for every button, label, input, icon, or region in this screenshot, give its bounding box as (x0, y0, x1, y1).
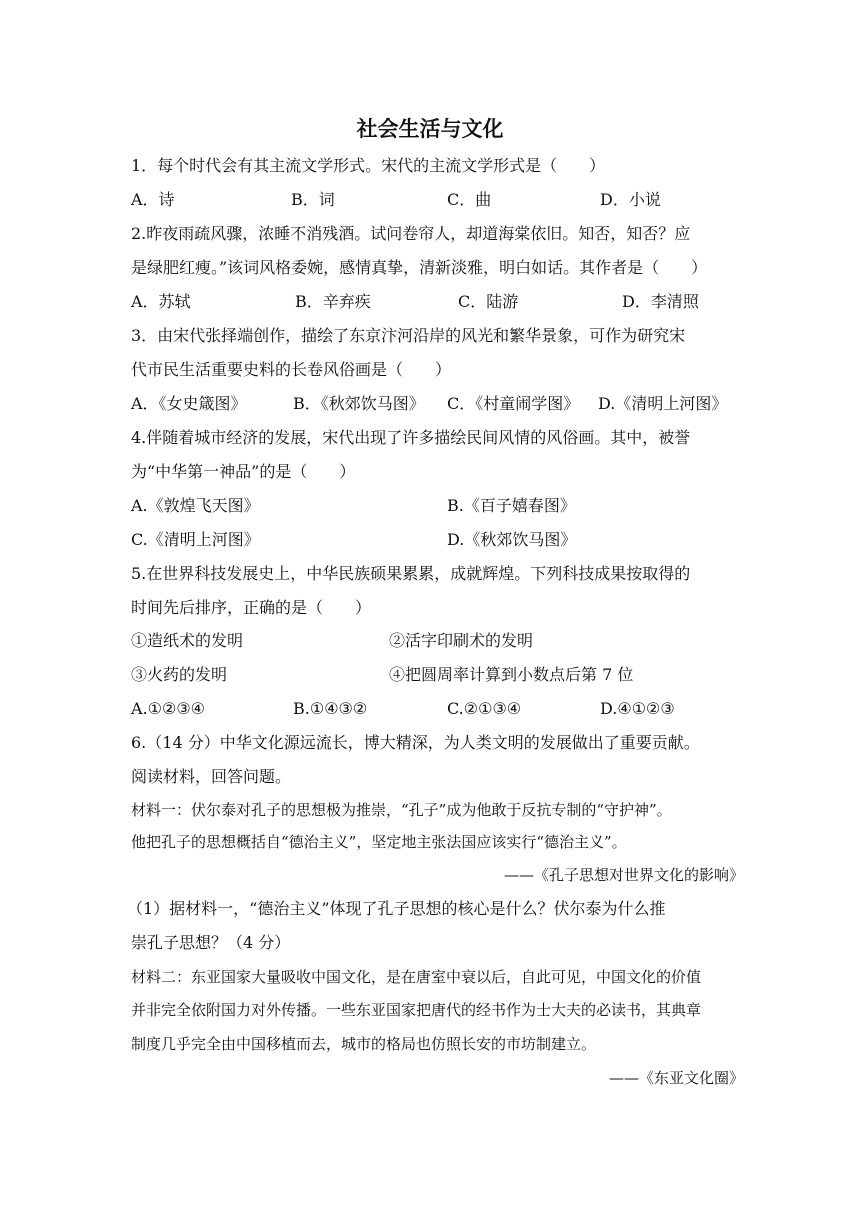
question-5-stem-line2: 时间先后排序，正确的是（ ） (131, 598, 372, 617)
question-6-stem-line1: 6.（14 分）中华文化源远流长，博大精深，为人类文明的发展做出了重要贡献。 (131, 733, 700, 752)
material-1-source: ——《孔子思想对世界文化的影响》 (503, 866, 744, 884)
question-6-stem-line2: 阅读材料，回答问题。 (131, 767, 292, 786)
q5-item-2: ②活字印刷术的发明 (389, 631, 534, 650)
q2-option-d: D．李清照 (622, 292, 699, 311)
q3-option-d: D.《清明上河图》 (598, 394, 728, 413)
q4-option-c: C.《清明上河图》 (131, 530, 260, 549)
q4-option-d: D.《秋郊饮马图》 (447, 530, 577, 549)
question-1-stem: 1．每个时代会有其主流文学形式。宋代的主流文学形式是（ ） (131, 156, 606, 175)
q1-option-b: B．词 (291, 190, 335, 209)
material-1-line2: 他把孔子的思想概括自“德治主义”，坚定地主张法国应该实行“德治主义”。 (131, 833, 627, 851)
q5-option-d: D.④①②③ (600, 699, 675, 718)
material-2-line1: 材料二：东亚国家大量吸收中国文化，是在唐室中衰以后，自此可见，中国文化的价值 (131, 968, 702, 986)
q5-item-1: ①造纸术的发明 (131, 631, 244, 650)
q1-option-d: D．小说 (600, 190, 661, 209)
material-2-source: ——《东亚文化圈》 (608, 1069, 744, 1087)
q3-option-c: C．《村童闹学图》 (447, 394, 580, 413)
q5-item-3: ③火药的发明 (131, 665, 228, 684)
question-2-stem-line1: 2.昨夜雨疏风骤，浓睡不消残酒。试问卷帘人，却道海棠依旧。知否，知否？应 (131, 224, 691, 243)
question-4-stem-line1: 4.伴随着城市经济的发展，宋代出现了许多描绘民间风情的风俗画。其中，被誉 (131, 428, 691, 447)
q3-option-b: B．《秋郊饮马图》 (293, 394, 425, 413)
q3-option-a: A．《女史箴图》 (131, 394, 247, 413)
question-4-stem-line2: 为“中华第一神品”的是（ ） (131, 462, 356, 481)
q4-option-a: A.《敦煌飞天图》 (131, 496, 260, 515)
q1-option-c: C．曲 (447, 190, 492, 209)
q5-item-4: ④把圆周率计算到小数点后第 7 位 (389, 665, 634, 684)
q5-option-c: C.②①③④ (447, 699, 522, 718)
q5-option-b: B.①④③② (293, 699, 368, 718)
sub-question-1-line1: （1）据材料一，“德治主义”体现了孔子思想的核心是什么？伏尔泰为什么推 (127, 899, 666, 918)
q1-option-a: A．诗 (131, 190, 175, 209)
q4-option-b: B.《百子嬉春图》 (447, 496, 576, 515)
question-5-stem-line1: 5.在世界科技发展史上，中华民族硕果累累，成就辉煌。下列科技成果按取得的 (131, 564, 691, 583)
q5-option-a: A.①②③④ (131, 699, 206, 718)
material-2-line3: 制度几乎完全由中国移植而去，城市的格局也仿照长安的市坊制建立。 (131, 1035, 597, 1053)
sub-question-1-line2: 崇孔子思想？（4 分） (131, 933, 291, 952)
q2-option-b: B．辛弃疾 (295, 292, 371, 311)
q2-option-a: A．苏轼 (131, 292, 191, 311)
material-1-line1: 材料一：伏尔泰对孔子的思想极为推崇，“孔子”成为他敢于反抗专制的“守护神”。 (131, 801, 672, 819)
question-2-stem-line2: 是绿肥红瘦。”该词风格委婉，感情真挚，清新淡雅，明白如话。其作者是（ ） (131, 258, 708, 277)
material-2-line2: 并非完全依附国力对外传播。一些东亚国家把唐代的经书作为士大夫的必读书，其典章 (131, 1001, 702, 1019)
page-title: 社会生活与文化 (356, 117, 504, 141)
q2-option-c: C．陆游 (458, 292, 519, 311)
question-3-stem-line1: 3．由宋代张择端创作，描绘了东京汴河沿岸的风光和繁华景象，可作为研究宋 (131, 326, 686, 345)
question-3-stem-line2: 代市民生活重要史料的长卷风俗画是（ ） (131, 360, 452, 379)
